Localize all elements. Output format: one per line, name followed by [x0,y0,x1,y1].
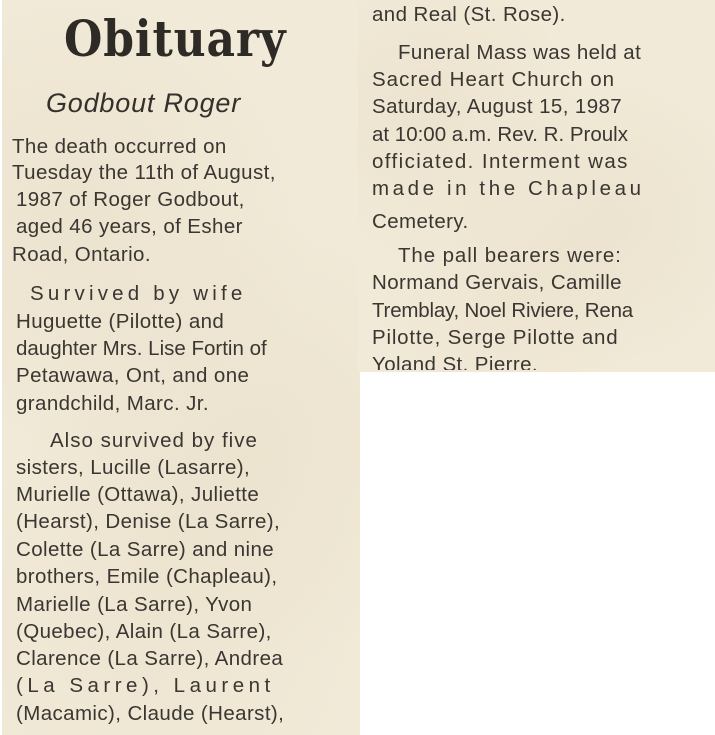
text-line: 1987 of Roger Godbout, [16,188,245,211]
text-line: sisters, Lucille (Lasarre), [16,456,251,479]
text-line: Cemetery. [372,210,469,233]
text-line: officiated. Interment was [372,150,629,173]
text-line: (Macamic), Claude (Hearst), [16,702,285,725]
text-line: Marielle (La Sarre), Yvon [16,593,253,616]
text-line: Murielle (Ottawa), Juliette [16,483,260,506]
clipping-left-column [2,0,360,735]
text-line: Road, Ontario. [12,243,151,266]
text-line: Tuesday the 11th of August, [12,161,276,184]
text-line: (La Sarre), Laurent [16,674,275,697]
text-line: Funeral Mass was held at [398,41,642,64]
text-line: Also survived by five [50,429,258,452]
text-line: and Real (St. Rose). [372,3,566,26]
text-line: brothers, Emile (Chapleau), [16,565,278,588]
text-line: made in the Chapleau [372,177,645,200]
text-line-content: The death occurred on [12,135,227,158]
obituary-masthead: Obituary [64,9,287,68]
text-line: Saturday, August 15, 1987 [372,95,623,118]
text-line: Normand Gervais, Camille [372,271,622,294]
text-line: Pilotte, Serge Pilotte and [372,326,619,349]
text-line: Clarence (La Sarre), Andrea [16,647,284,670]
text-line: Tremblay, Noel Riviere, Rena [372,299,633,322]
text-line: The pall bearers were: [398,244,622,267]
text-line: Petawawa, Ont, and one [16,364,250,387]
text-line: Colette (La Sarre) and nine [16,538,275,561]
text-line: aged 46 years, of Esher [16,215,243,238]
text-line: Huguette (Pilotte) and [16,310,225,333]
text-line: Sacred Heart Church on [372,68,616,91]
text-line: (Quebec), Alain (La Sarre), [16,620,272,643]
text-line: grandchild, Marc. Jr. [16,392,209,415]
text-line: daughter Mrs. Lise Fortin of [16,337,267,360]
clipping-right-column [358,0,715,372]
text-line-cut: Yoland St. Pierre. [372,353,538,370]
text-line: Survived by wife [30,282,247,305]
text-line: at 10:00 a.m. Rev. R. Proulx [372,123,628,146]
deceased-name-heading: Godbout Roger [46,88,242,118]
text-line: (Hearst), Denise (La Sarre), [16,510,281,533]
text-line [12,134,332,160]
